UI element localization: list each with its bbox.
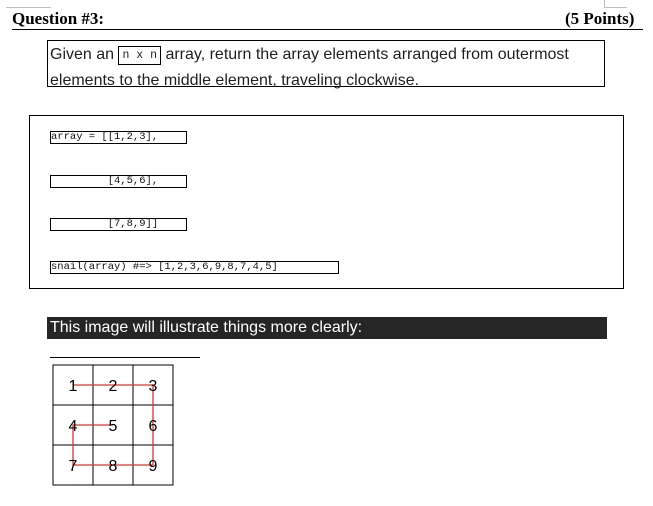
illustration-banner: This image will illustrate things more clearly: bbox=[47, 317, 607, 339]
code-line-2: [4,5,6], bbox=[50, 175, 187, 188]
grid-number: 5 bbox=[108, 418, 118, 435]
grid-number: 6 bbox=[148, 418, 158, 435]
grid-number: 7 bbox=[68, 458, 78, 475]
divider-rule bbox=[50, 357, 200, 358]
spiral-grid-diagram bbox=[52, 364, 174, 486]
question-title: Question #3: bbox=[12, 9, 105, 28]
code-line-4: snail(array) #=> [1,2,3,6,9,8,7,4,5] bbox=[50, 261, 339, 274]
prompt-box bbox=[47, 40, 605, 87]
grid-number: 2 bbox=[108, 378, 118, 395]
code-line-1: array = [[1,2,3], bbox=[50, 131, 187, 144]
prompt-text-before: Given an bbox=[50, 46, 119, 63]
grid-number: 9 bbox=[148, 458, 158, 475]
grid-number: 3 bbox=[148, 378, 158, 395]
code-line-3: [7,8,9]] bbox=[50, 218, 187, 231]
grid-number: 8 bbox=[108, 458, 118, 475]
header-corner-left bbox=[6, 0, 51, 8]
prompt-text-after: array, return the array elements arranged from outermost elements to the middle element, traveling clockwise. bbox=[50, 46, 569, 89]
grid-number: 4 bbox=[68, 418, 78, 435]
question-points: (5 Points) bbox=[565, 9, 635, 28]
grid-number: 1 bbox=[68, 378, 78, 395]
header-rule bbox=[12, 29, 643, 30]
header-corner-right bbox=[604, 0, 627, 8]
prompt-inline-code: n x n bbox=[118, 46, 161, 65]
